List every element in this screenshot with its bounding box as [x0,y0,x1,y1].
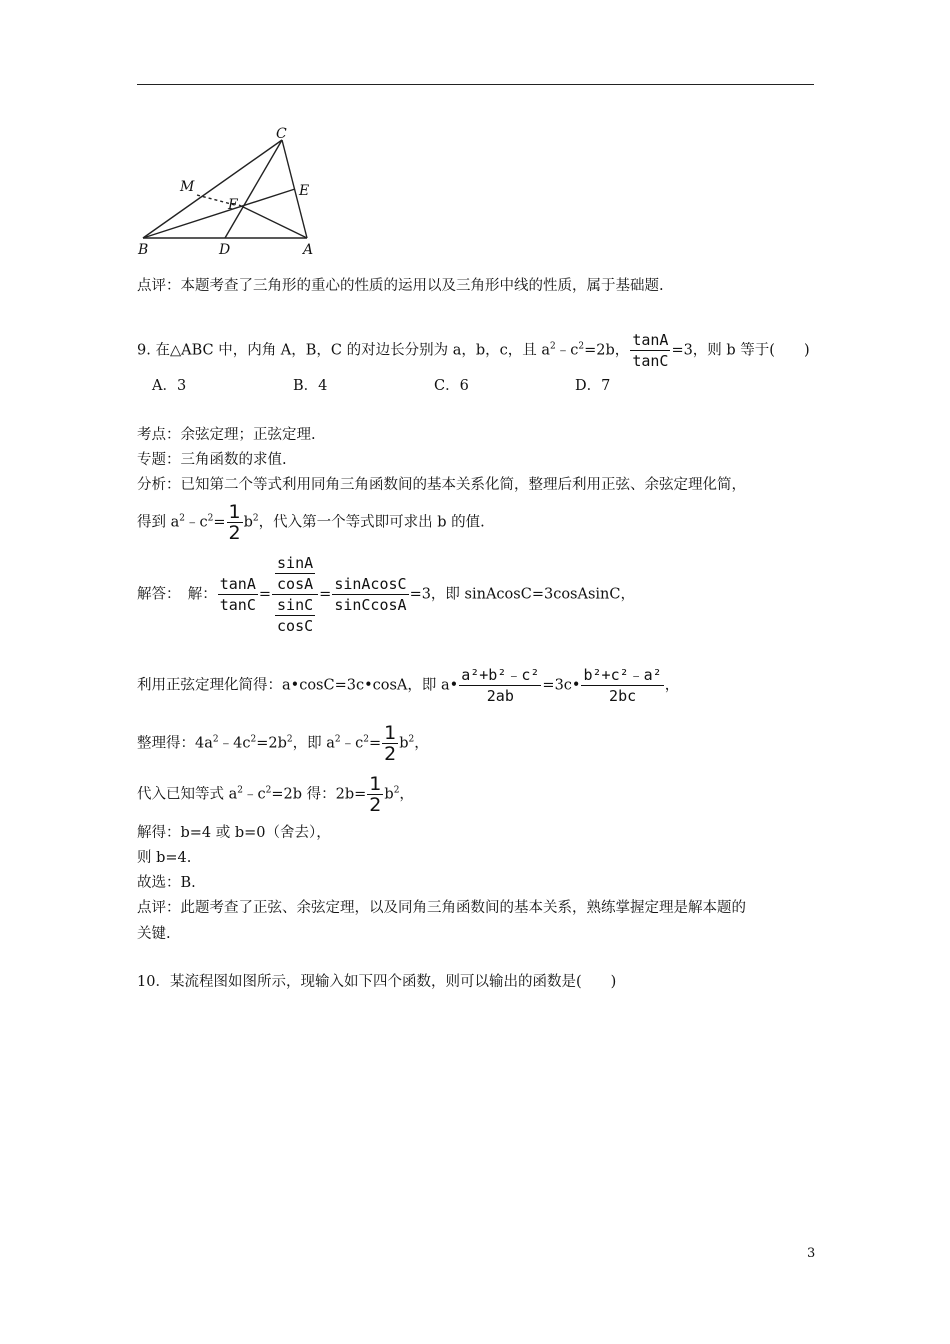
sup: 2 [212,734,219,745]
text: ﹣4c [218,735,251,752]
text: ﹣c [185,514,208,531]
option-b: B．4 [293,378,328,394]
label-f: F [228,197,238,213]
fraction-tan [630,330,670,371]
header-rule [137,84,814,85]
text: ， [399,786,414,803]
q9-text: 9. 在△ABC 中，内角 A，B，C 的对边长分别为 a，b，c，且 a [137,342,551,359]
page-number: 3 [807,1246,816,1261]
text: b [384,786,394,803]
label-b: B [138,242,149,258]
text: = [368,735,382,752]
text: ， [664,677,680,694]
jieda-line [137,553,635,636]
denominator: 2bc [609,687,637,705]
text: ，即 a [292,735,335,752]
text: = [213,514,226,531]
q9-text: =2b， [584,342,630,359]
text: b [399,735,409,752]
jiede: 解得：b=4 或 b=0（舍去）， [137,825,331,841]
numerator: 1 [228,501,241,523]
text: = [258,586,272,603]
sup: 2 [578,341,585,352]
sup: 2 [250,734,257,745]
text: ， [414,735,429,752]
denominator: tanC [632,352,669,370]
text: b [243,514,253,531]
sup: 2 [550,341,556,352]
text: =2b 得：2b= [271,786,367,803]
comment-1: 点评：本题考查了三角形的重心的性质的运用以及三角形中线的性质，属于基础题. [137,278,664,294]
sup: 2 [363,734,369,745]
comment-2-line-2: 关键. [137,926,171,942]
label-c: C [276,126,287,142]
liyong-line [137,665,679,706]
denominator: 2 [369,794,382,816]
denominator: sinCcosA [334,596,407,614]
label-e: E [299,183,310,199]
question-10: 10．某流程图如图所示，现输入如下四个函数，则可以输出的函数是( ) [137,974,617,990]
text: =2b [256,735,287,752]
fenxi-line-2 [137,502,485,543]
numerator: 1 [384,722,397,744]
fraction-half [227,502,243,543]
fraction-half [367,774,383,815]
numerator: b²+c²﹣a² [583,666,662,684]
sup: 2 [265,785,272,796]
numerator: 1 [369,773,382,795]
denominator: 2ab [486,687,514,705]
median-be [143,189,295,238]
guxuan: 故选：B. [137,875,196,891]
segment-fa [239,205,307,238]
fraction-cosc [459,665,541,706]
sup: 2 [286,734,293,745]
option-a: A．3 [152,378,187,394]
denominator: cosA [277,575,314,593]
numerator: a²+b²﹣c² [461,666,540,684]
kaodian: 考点：余弦定理；正弦定理. [137,427,316,443]
fraction-cosa [581,665,663,706]
text: = [319,586,332,603]
fenxi-line-1: 分析：已知第二个等式利用同角三角函数间的基本关系化简，整理后利用正弦、余弦定理化简， [137,477,746,493]
numerator [272,553,318,595]
denominator: tanC [219,596,256,614]
q9-options [152,376,716,396]
numerator: tanA [632,331,669,349]
option-c: C．6 [434,378,469,394]
q9-text: ﹣c [555,342,579,359]
fraction-sinacosc [332,574,408,615]
median-cd [225,140,282,238]
label-d: D [219,242,231,258]
label-a: A [303,242,314,258]
text: =3，即 sinAcosC=3cosAsinC， [409,586,635,603]
denominator [272,595,318,636]
sup: 2 [393,785,400,796]
numerator: sinAcosC [334,575,407,593]
sup: 2 [334,734,341,745]
denominator: 2 [228,522,241,544]
sup: 2 [179,513,185,524]
compound-fraction [272,553,318,636]
text: 代入已知等式 a [137,786,238,803]
text: ，代入第一个等式即可求出 b 的值. [258,514,485,531]
denominator: 2 [384,743,397,765]
fraction-half [382,723,398,764]
text: 利用正弦定理化简得：a•cosC=3c•cosA，即 a• [137,677,459,694]
question-9 [137,330,810,371]
q9-text: =3，则 b 等于( ) [671,342,810,359]
triangle-figure [135,123,335,258]
sup: 2 [252,513,259,524]
sup: 2 [408,734,415,745]
numerator: sinC [277,596,314,614]
fraction-sinc-cosc [275,595,315,636]
fraction-tana-tanc [218,574,258,615]
denominator: cosC [277,617,314,635]
comment-2-line-1: 点评：此题考查了正弦、余弦定理，以及同角三角函数间的基本关系，熟练掌握定理是解本题的 [137,900,746,916]
option-d: D．7 [575,378,611,394]
text: 得到 a [137,514,180,531]
jieda-label: 解答： 解： [137,586,217,603]
sup: 2 [237,785,243,796]
zhuanti: 专题：三角函数的求值. [137,452,287,468]
side-bc [143,140,282,238]
fraction-sina-cosa [275,553,315,594]
text: =3c• [542,677,581,694]
text: ﹣c [243,786,266,803]
sup: 2 [207,513,214,524]
numerator: sinA [277,554,314,572]
text: 整理得：4a [137,735,213,752]
dairu-line [137,774,414,815]
zhengli-line [137,723,429,764]
text: ﹣c [340,735,364,752]
ze: 则 b=4. [137,850,192,866]
label-m: M [180,179,195,195]
numerator: tanA [219,575,256,593]
